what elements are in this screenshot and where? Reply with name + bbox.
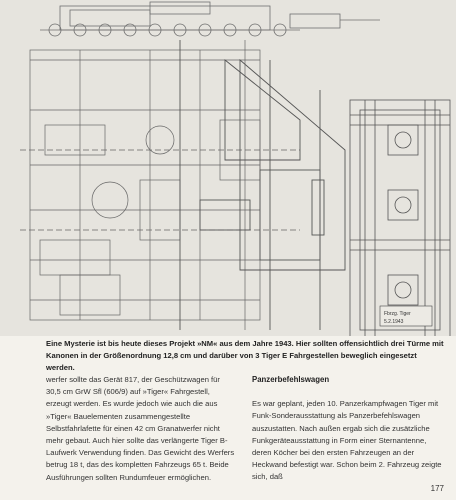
drawing-stamp — [380, 306, 432, 326]
left-column — [46, 374, 236, 484]
right-column — [252, 374, 445, 484]
section-heading: Panzerbefehlswagen — [252, 375, 330, 384]
left-column-text: werfer sollte das Gerät 817, der Geschützwagen für 30,5 cm GrW Sfl (606/9) auf »Tiger« Fahrgestell, erzeugt werden. Es wurde jedoch wie auch die aus »Tiger« Bauelementen zusammengestellte Selbstfahrlafette für einen 42 cm Granatwerfer nicht mehr gebaut. Auch hier sollte das verlängerte Tiger B-Laufwerk Verwendung finden. Das Gewicht des Werfers betrug 18 t, das des kompletten Fahrzeugs 65 t. Beide Ausführungen sollten Rundumfeuer ermöglichen. — [46, 375, 235, 482]
stamp-line-1: Fbrzg. Tiger — [384, 311, 411, 317]
figure-caption: Eine Mysterie ist bis heute dieses Projekt »NM« aus dem Jahre 1943. Hier sollten offensichtlich drei Türme mit Kanonen in der Größenordnung 12,8 cm und darüber von 3 Tiger E Fahrgestellen beweglich eingesetzt werden. — [46, 339, 444, 372]
page-number: 177 — [430, 484, 444, 493]
stamp-line-2: 5.2.1943 — [384, 319, 404, 325]
right-column-text: Es war geplant, jeden 10. Panzerkampfwagen Tiger mit Funk-Sonderausstattung als Panzerbefehlswagen auszustatten. Nach außen ergab sich die zusätzliche Funkgeräteausstattung in Form einer Sternantenne, deren Köcher bei den ersten Fahrzeugen an der Heckwand befestigt war. Schon beim 2. Fahrzeug zeigte sich, daß — [252, 399, 442, 482]
